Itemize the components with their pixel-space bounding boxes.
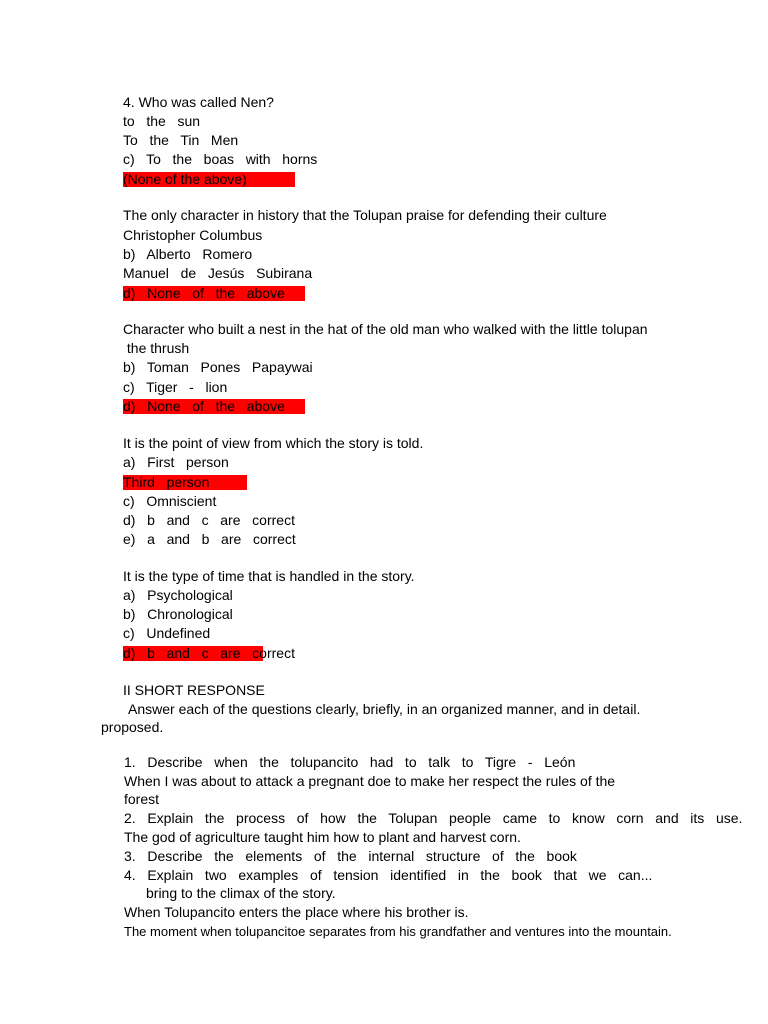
answer-option: Christopher Columbus	[123, 227, 263, 243]
answer-option-highlighted: d) None of the above	[123, 398, 285, 414]
instruction-text: Answer each of the questions clearly, briefly, in an organized manner, and in detail.	[128, 701, 641, 717]
answer-option: d) b and c are correct	[123, 512, 295, 528]
short-question: 4. Explain two examples of tension identified in the book that we can...	[124, 867, 653, 883]
answer-option: Manuel de Jesús Subirana	[123, 265, 313, 281]
answer-option: a) First person	[123, 454, 229, 470]
short-answer: forest	[124, 791, 160, 807]
question-prompt: It is the point of view from which the story is told.	[123, 435, 424, 451]
answer-option: c) Omniscient	[123, 493, 217, 509]
short-question: 2. Explain the process of how the Tolupan people came to know corn and its use.	[124, 810, 743, 826]
short-question-cont: bring to the climax of the story.	[146, 885, 336, 901]
question-prompt: It is the type of time that is handled in the story.	[123, 568, 415, 584]
answer-option-highlighted: d) b and c are correct	[123, 645, 295, 661]
answer-option-highlighted: d) None of the above	[123, 285, 285, 301]
answer-option: e) a and b are correct	[123, 531, 296, 547]
answer-option: b) Alberto Romero	[123, 246, 253, 262]
answer-option: b) Toman Pones Papaywai	[123, 359, 313, 375]
question-prompt: 4. Who was called Nen?	[123, 94, 274, 110]
short-answer: When I was about to attack a pregnant doe to make her respect the rules of the	[124, 773, 616, 789]
section-heading: II SHORT RESPONSE	[123, 682, 265, 698]
short-answer: The moment when tolupancitoe separates from his grandfather and ventures into the mountain.	[124, 924, 672, 939]
answer-option: a) Psychological	[123, 587, 233, 603]
answer-option: c) To the boas with horns	[123, 151, 318, 167]
answer-option-highlighted: Third person	[123, 474, 210, 490]
answer-option: to the sun	[123, 113, 201, 129]
question-prompt: The only character in history that the Tolupan praise for defending their culture	[123, 207, 607, 223]
short-question: 1. Describe when the tolupancito had to talk to Tigre - León	[124, 754, 576, 770]
short-answer: The god of agriculture taught him how to plant and harvest corn.	[124, 829, 521, 845]
instruction-text-cont: proposed.	[101, 719, 164, 735]
short-question: 3. Describe the elements of the internal structure of the book	[124, 848, 577, 864]
answer-option: c) Undefined	[123, 625, 211, 641]
answer-option: c) Tiger - lion	[123, 379, 228, 395]
answer-option-highlighted: (None of the above)	[123, 171, 247, 187]
answer-option: b) Chronological	[123, 606, 233, 622]
question-prompt: Character who built a nest in the hat of the old man who walked with the little tolupan	[123, 321, 648, 337]
answer-option: To the Tin Men	[123, 132, 239, 148]
short-answer: When Tolupancito enters the place where his brother is.	[124, 904, 469, 920]
answer-option: the thrush	[123, 340, 190, 356]
